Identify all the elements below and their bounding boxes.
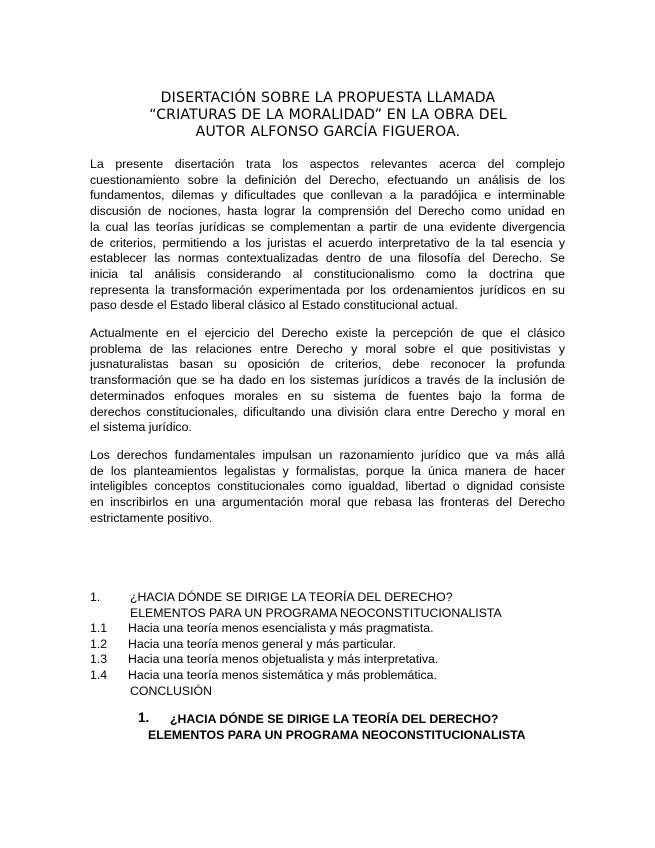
paragraph-line: determinados enfoques morales en su sistema de fuentes bajo la forma de (90, 388, 565, 403)
paragraph-introduction (90, 157, 565, 314)
paragraph-line: estrictamente positivo. (90, 510, 213, 525)
section-heading-line-1: ¿HACIA DÓNDE SE DIRIGE LA TEORÍA DEL DERECHO? (170, 712, 499, 726)
toc-entry (90, 684, 565, 700)
paragraph-line: Los derechos fundamentales impulsan un razonamiento jurídico que va más allá (90, 448, 565, 462)
toc-text: Hacia una teoría menos sistemática y más problemática. (128, 667, 437, 682)
toc-entry (90, 668, 565, 684)
paragraph-line: discusión de nociones, hasta lograr la comprensión del Derecho como unidad en (90, 204, 565, 219)
section-number: 1. (138, 710, 150, 725)
toc-entry (90, 606, 565, 622)
paragraph-derecho-moral (90, 326, 565, 436)
paragraph-line: paso desde el Estado liberal clásico al Estado constitucional actual. (90, 298, 458, 313)
toc-number: 1.1 (90, 621, 108, 636)
toc-entry (90, 637, 565, 653)
toc-entry (90, 621, 565, 637)
toc-number: 1.4 (90, 667, 108, 682)
toc-number: 1.2 (90, 636, 108, 651)
paragraph-line: La presente disertación trata los aspectos relevantes acerca del complejo (90, 157, 565, 171)
toc-text: Hacia una teoría menos esencialista y más pragmatista. (128, 621, 434, 636)
paragraph-line: en inscribirlos en una argumentación moral que rebasa las fronteras del Derecho (90, 495, 565, 510)
paragraph-line: transformación que se ha dado en los sistemas jurídicos a través de la inclusión de (90, 373, 565, 388)
paragraph-line: la cual las teorías jurídicas se complementan a partir de una evidente divergencia (90, 219, 565, 234)
paragraph-line: jusnaturalistas basan su oposición de criterios, debe reconocer la profunda (90, 357, 565, 372)
toc-entry (90, 590, 565, 606)
toc-text: ¿HACIA DÓNDE SE DIRIGE LA TEORÍA DEL DERECHO? (130, 590, 453, 604)
toc-text: ELEMENTOS PARA UN PROGRAMA NEOCONSTITUCIONALISTA (130, 605, 502, 620)
toc-text: CONCLUSIÓN (130, 683, 212, 698)
paragraph-line: establecer las normas contextualizadas dentro de una filosofía del Derecho. Se (90, 251, 565, 266)
paragraph-line: representa la transformación experimentada por los ordenamientos jurídicos en su (90, 282, 565, 297)
document-title (88, 90, 568, 141)
toc-number: 1. (90, 590, 101, 604)
paragraph-line: inteligibles conceptos constitucionales como igualdad, libertad o dignidad consiste (90, 479, 565, 494)
toc-number: 1.3 (90, 652, 108, 667)
toc-text: Hacia una teoría menos objetualista y más interpretativa. (128, 652, 439, 667)
paragraph-line: problema de las relaciones entre Derecho y moral sobre el que positivistas y (90, 341, 565, 356)
paragraph-line: inicia tal análisis considerando al constitucionalismo como la doctrina que (90, 266, 565, 281)
paragraph-line: de criterios, permitiendo a los juristas el acuerdo interpretativo de la tal esencia y (90, 235, 565, 250)
paragraph-line: fundamentos, dilemas y dificultades que conllevan a la paradójica e interminable (90, 188, 565, 203)
section-heading-line-2: ELEMENTOS PARA UN PROGRAMA NEOCONSTITUCIONALISTA (148, 728, 526, 742)
paragraph-line: derechos constitucionales, dificultando una división clara entre Derecho y moral en (90, 404, 565, 419)
paragraph-line: cuestionamiento sobre la definición del Derecho, efectuando un análisis de los (90, 172, 565, 187)
table-of-contents (90, 590, 565, 699)
title-line-1: DISERTACIÓN SOBRE LA PROPUESTA LLAMADA (160, 90, 496, 106)
paragraph-line: de los planteamientos legalistas y formalistas, porque la única manera de hacer (90, 463, 565, 478)
paragraph-line: Actualmente en el ejercicio del Derecho existe la percepción de que el clásico (90, 326, 565, 340)
toc-entry (90, 652, 565, 668)
paragraph-derechos-fundamentales (90, 448, 565, 527)
title-line-2: “CRIATURAS DE LA MORALIDAD” EN LA OBRA DEL (149, 107, 507, 123)
paragraph-line: el sistema jurídico. (90, 420, 192, 435)
title-line-3: AUTOR ALFONSO GARCÍA FIGUEROA. (195, 124, 461, 140)
toc-text: Hacia una teoría menos general y más particular. (128, 636, 396, 651)
